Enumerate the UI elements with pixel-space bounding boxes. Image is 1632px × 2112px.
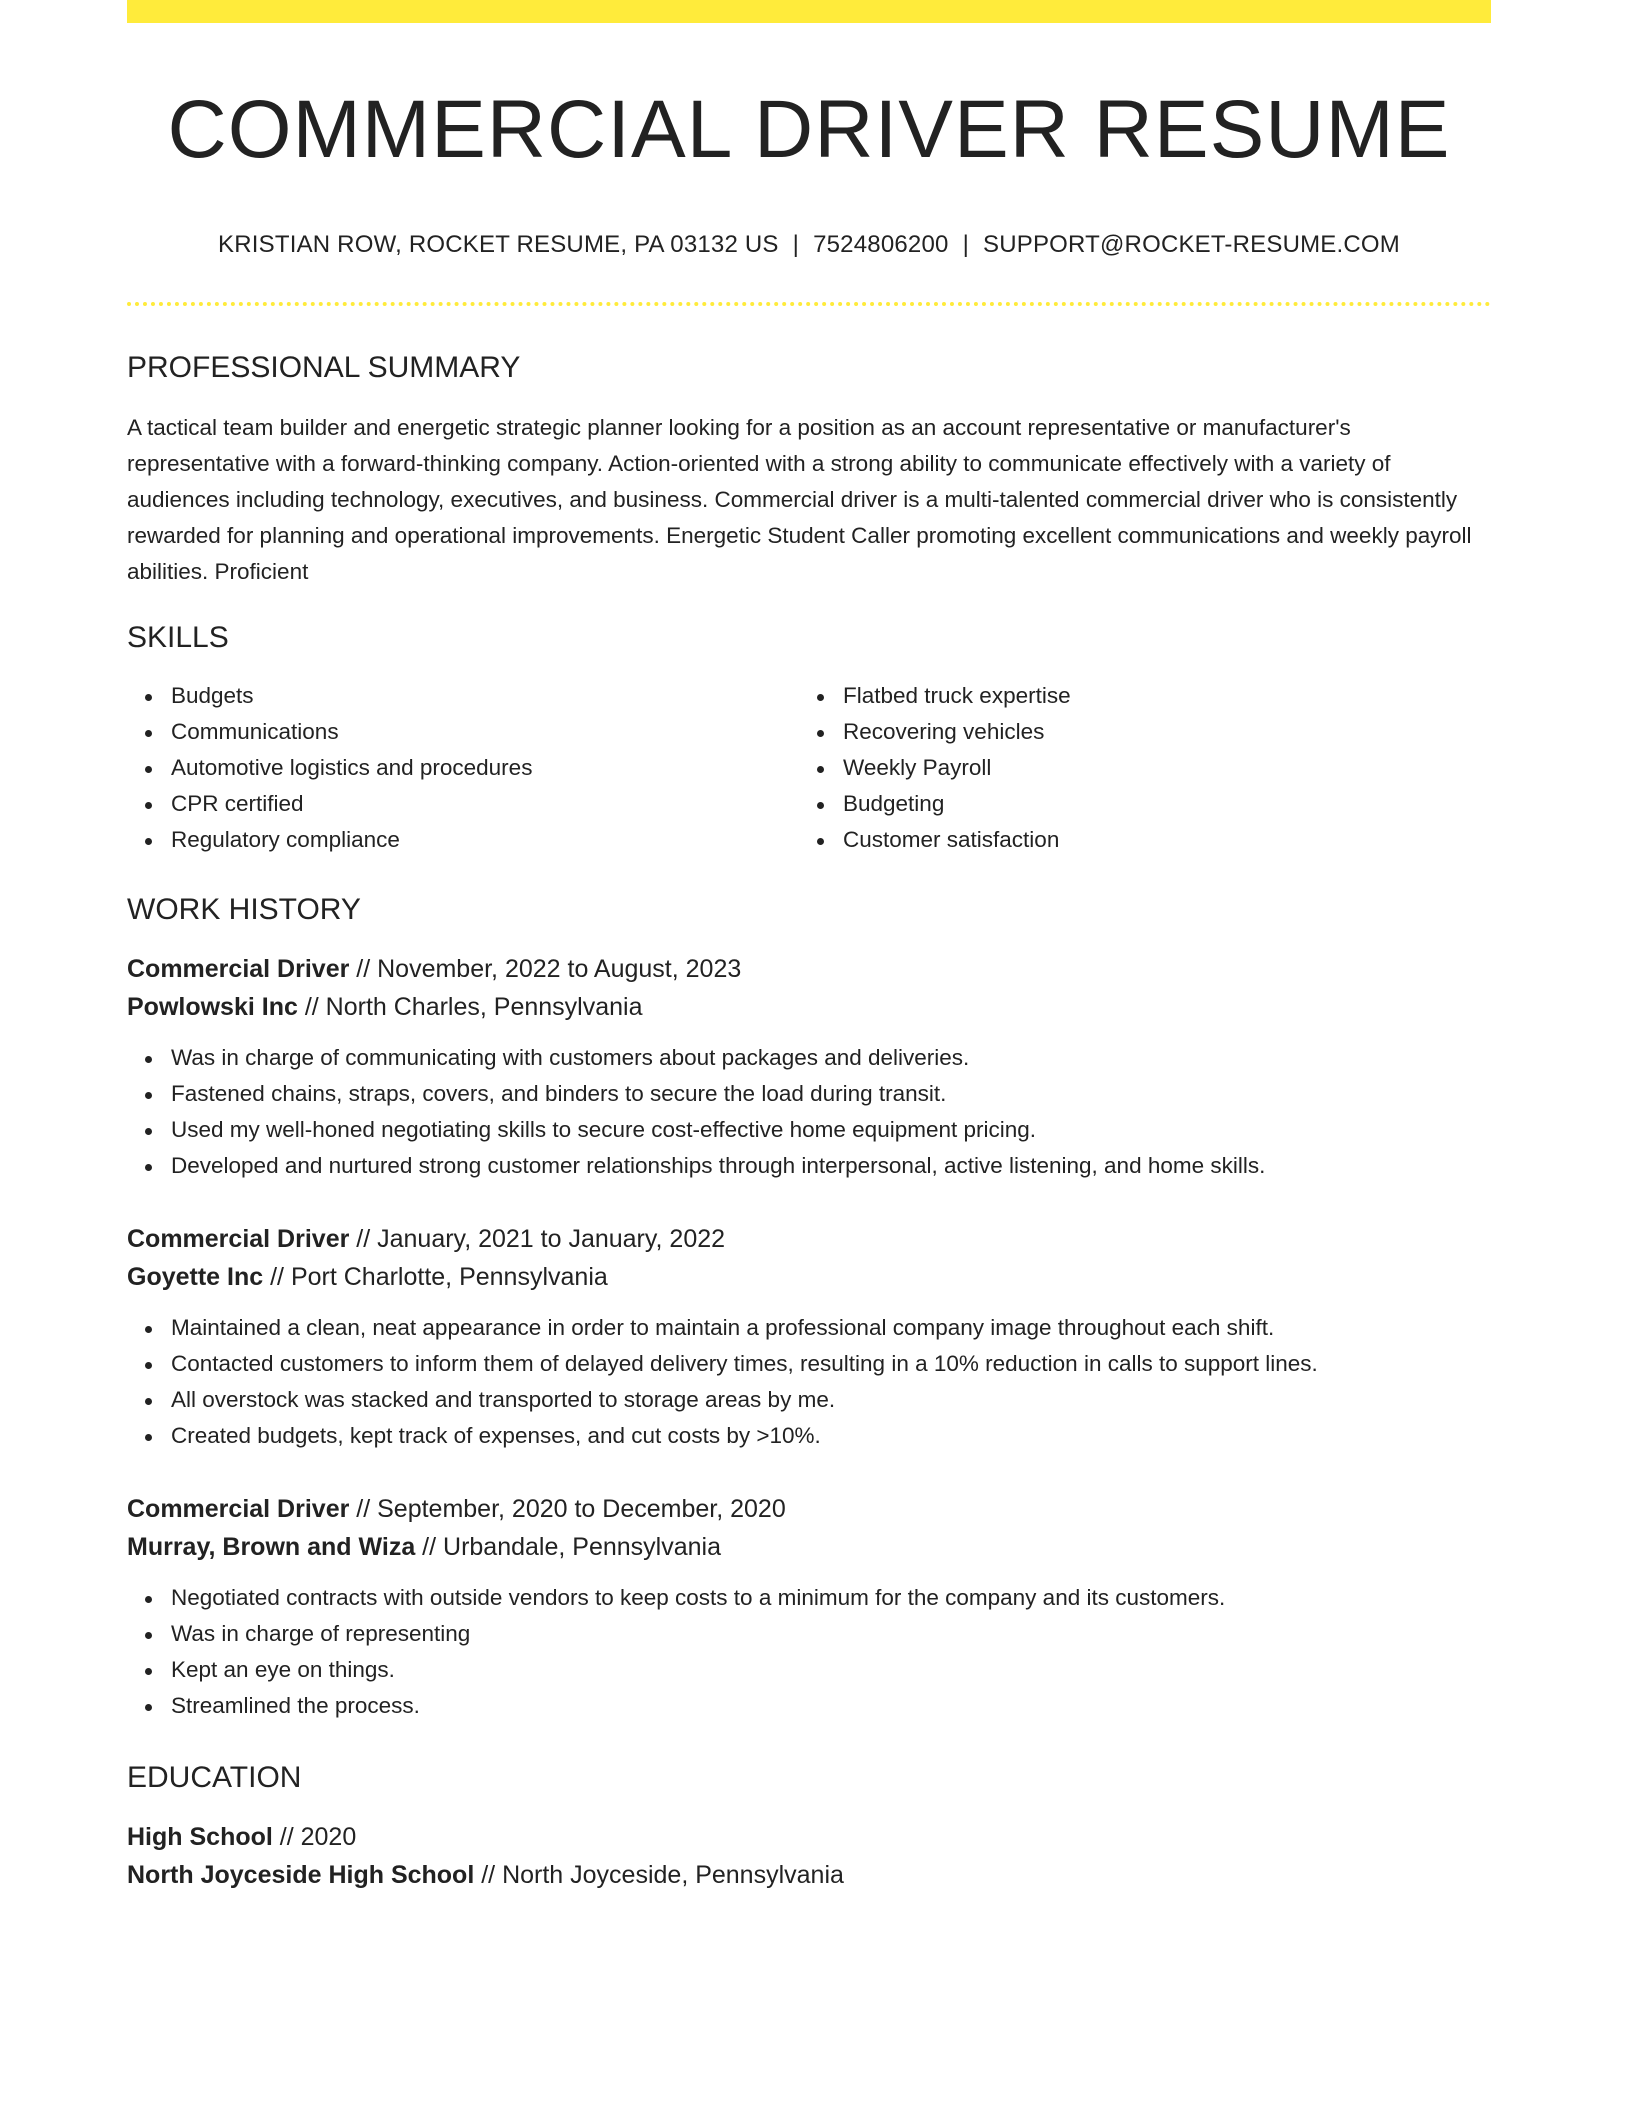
job-bullet: Maintained a clean, neat appearance in order to maintain a professional company image throughout each shift.	[171, 1310, 1491, 1346]
job-title-line	[127, 950, 1491, 988]
skill-item: CPR certified	[171, 786, 799, 822]
skills-grid	[127, 678, 1491, 858]
job-bullet: Was in charge of communicating with customers about packages and deliveries.	[171, 1040, 1491, 1076]
work-history-section	[127, 892, 1491, 1724]
skills-column-right	[799, 678, 1471, 858]
skill-item: Flatbed truck expertise	[843, 678, 1471, 714]
job-dates: // January, 2021 to January, 2022	[349, 1225, 726, 1253]
job-bullet: Created budgets, kept track of expenses, and cut costs by >10%.	[171, 1418, 1491, 1454]
job-entry	[127, 1220, 1491, 1454]
job-bullet: Used my well-honed negotiating skills to secure cost-effective home equipment pricing.	[171, 1112, 1491, 1148]
contact-line	[127, 230, 1491, 260]
education-entry	[127, 1818, 1491, 1894]
job-company: Powlowski Inc	[127, 993, 298, 1021]
skill-item: Customer satisfaction	[843, 822, 1471, 858]
skill-item: Budgets	[171, 678, 799, 714]
job-title-line	[127, 1490, 1491, 1528]
job-company-line	[127, 1528, 1491, 1566]
job-bullet: Contacted customers to inform them of delayed delivery times, resulting in a 10% reduction in calls to support lines.	[171, 1346, 1491, 1382]
contact-phone: 7524806200	[813, 231, 949, 258]
job-title: Commercial Driver	[127, 955, 350, 983]
section-heading: WORK HISTORY	[127, 893, 361, 926]
skill-item: Weekly Payroll	[843, 750, 1471, 786]
job-bullet: Developed and nurtured strong customer relationships through interpersonal, active listening, and home skills.	[171, 1148, 1491, 1184]
skills-column-left	[127, 678, 799, 858]
skills-list	[799, 678, 1471, 858]
skills-list	[127, 678, 799, 858]
contact-separator: |	[792, 231, 800, 258]
job-company-line	[127, 988, 1491, 1026]
resume-title: COMMERCIAL DRIVER RESUME	[167, 84, 1451, 175]
job-bullet: Fastened chains, straps, covers, and binders to secure the load during transit.	[171, 1076, 1491, 1112]
education-school: North Joyceside High School	[127, 1861, 475, 1889]
job-bullet: Kept an eye on things.	[171, 1652, 1491, 1688]
education-degree-line	[127, 1818, 1491, 1856]
job-title-line	[127, 1220, 1491, 1258]
contact-email: SUPPORT@ROCKET-RESUME.COM	[983, 231, 1400, 258]
education-section	[127, 1760, 1491, 1894]
education-year: // 2020	[272, 1823, 357, 1851]
skill-item: Recovering vehicles	[843, 714, 1471, 750]
section-heading: PROFESSIONAL SUMMARY	[127, 351, 521, 384]
education-location: // North Joyceside, Pennsylvania	[474, 1861, 844, 1889]
education-school-line	[127, 1856, 1491, 1894]
job-location: // Port Charlotte, Pennsylvania	[263, 1263, 608, 1291]
job-dates: // September, 2020 to December, 2020	[349, 1495, 786, 1523]
job-bullet: Was in charge of representing	[171, 1616, 1491, 1652]
skill-item: Automotive logistics and procedures	[171, 750, 799, 786]
skill-item: Regulatory compliance	[171, 822, 799, 858]
job-entry	[127, 1490, 1491, 1724]
job-bullets	[127, 1040, 1491, 1184]
job-entry	[127, 950, 1491, 1184]
job-title: Commercial Driver	[127, 1225, 350, 1253]
professional-summary-section	[127, 350, 1491, 590]
section-heading: EDUCATION	[127, 1761, 302, 1794]
resume-content	[127, 0, 1491, 1894]
job-dates: // November, 2022 to August, 2023	[349, 955, 742, 983]
dotted-divider	[127, 302, 1491, 306]
contact-separator: |	[962, 231, 969, 258]
job-bullet: Negotiated contracts with outside vendors to keep costs to a minimum for the company and its customers.	[171, 1580, 1491, 1616]
job-bullet: Streamlined the process.	[171, 1688, 1491, 1724]
contact-address: KRISTIAN ROW, ROCKET RESUME, PA 03132 US	[218, 231, 779, 258]
job-bullets	[127, 1310, 1491, 1454]
job-title: Commercial Driver	[127, 1495, 350, 1523]
job-company: Murray, Brown and Wiza	[127, 1533, 416, 1561]
job-location: // North Charles, Pennsylvania	[297, 993, 643, 1021]
job-bullets	[127, 1580, 1491, 1724]
education-degree: High School	[127, 1823, 273, 1851]
job-company: Goyette Inc	[127, 1263, 264, 1291]
job-bullet: All overstock was stacked and transported to storage areas by me.	[171, 1382, 1491, 1418]
job-location: // Urbandale, Pennsylvania	[415, 1533, 721, 1561]
skill-item: Budgeting	[843, 786, 1471, 822]
section-heading: SKILLS	[127, 621, 229, 654]
job-company-line	[127, 1258, 1491, 1296]
summary-text: A tactical team builder and energetic strategic planner looking for a position as an account representative or manufacturer's representative with a forward-thinking company. Action-oriented with a strong ability to communicate effectively with a variety of audiences including technology, executives, and business. Commercial driver is a multi-talented commercial driver who is consistently rewarded for planning and operational improvements. Energetic Student Caller promoting excellent communications and weekly payroll abilities. Proficient	[127, 415, 1472, 584]
skills-section	[127, 620, 1491, 858]
skill-item: Communications	[171, 714, 799, 750]
